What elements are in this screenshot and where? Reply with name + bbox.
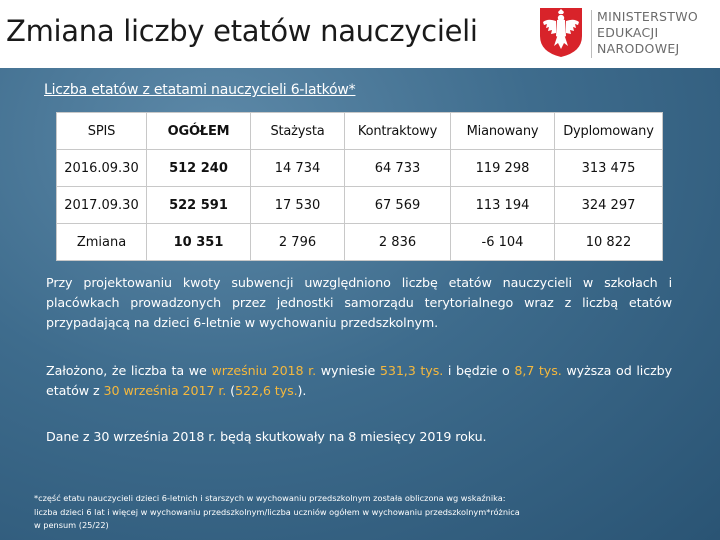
table-cell: 2 836 xyxy=(345,224,451,261)
ministry-logo-text xyxy=(597,9,717,57)
text-segment: ). xyxy=(297,383,307,398)
subsidy-paragraph: Przy projektowaniu kwoty subwencji uwzględniono liczbę etatów nauczycieli w szkołach i placówkach prowadzonych przez jednostki samorządu terytorialnego wraz z liczbą etatów przypadającą na dzieci 6-letnie w wychowaniu przedszkolnym. xyxy=(46,275,672,330)
text-segment: Założono, że liczba ta we xyxy=(46,363,212,378)
table-cell: 2 796 xyxy=(251,224,345,261)
text-segment: wyniesie xyxy=(316,363,380,378)
table-cell: 113 194 xyxy=(451,187,555,224)
table-cell: 324 297 xyxy=(555,187,663,224)
table-header-row xyxy=(57,113,663,150)
table-row xyxy=(57,150,663,187)
table-cell: 67 569 xyxy=(345,187,451,224)
highlight-value-8-7: 8,7 tys. xyxy=(514,363,562,378)
polish-eagle-emblem-icon xyxy=(538,6,584,58)
text-segment: i będzie o xyxy=(443,363,515,378)
table-cell: 522 591 xyxy=(147,187,251,224)
text-segment: wyższa od liczby etatów z xyxy=(46,363,673,398)
table-cell: 10 822 xyxy=(555,224,663,261)
footnote xyxy=(34,492,694,533)
table-subtitle: Liczba etatów z etatami nauczycieli 6-latków* xyxy=(44,82,356,98)
logo-line-1: MINISTERSTWO xyxy=(597,9,699,24)
col-header-stazysta: Stażysta xyxy=(251,113,345,150)
data-effect-paragraph: Dane z 30 września 2018 r. będą skutkowały na 8 miesięcy 2019 roku. xyxy=(46,429,487,444)
table-row xyxy=(57,224,663,261)
table-row xyxy=(57,187,663,224)
table-cell: 2016.09.30 xyxy=(57,150,147,187)
highlight-value-531: 531,3 tys. xyxy=(379,363,444,378)
table-cell: 17 530 xyxy=(251,187,345,224)
table-cell: 10 351 xyxy=(147,224,251,261)
slide-title: Zmiana liczby etatów nauczycieli xyxy=(6,14,478,48)
col-header-mianowany: Mianowany xyxy=(451,113,555,150)
table-cell: 14 734 xyxy=(251,150,345,187)
assumption-paragraph xyxy=(46,361,672,401)
slide-header xyxy=(0,0,720,68)
highlight-value-522: 522,6 tys. xyxy=(235,383,298,398)
col-header-spis: SPIS xyxy=(57,113,147,150)
logo-line-2: EDUKACJI xyxy=(597,25,659,40)
table-cell: 512 240 xyxy=(147,150,251,187)
table-cell: Zmiana xyxy=(57,224,147,261)
table-cell: 119 298 xyxy=(451,150,555,187)
slide-content xyxy=(0,68,720,540)
table-cell: 313 475 xyxy=(555,150,663,187)
col-header-kontraktowy: Kontraktowy xyxy=(345,113,451,150)
table-cell: 2017.09.30 xyxy=(57,187,147,224)
logo-divider xyxy=(591,10,592,58)
footnote-line-2: liczba dzieci 6 lat i więcej w wychowaniu przedszkolnym/liczba uczniów ogółem w wychowaniu przedszkolnym*różnica xyxy=(34,506,520,517)
footnote-line-1: *część etatu nauczycieli dzieci 6-letnich i starszych w wychowaniu przedszkolnym została obliczona wg wskaźnika: xyxy=(34,493,506,503)
highlight-date-2017: 30 września 2017 r. xyxy=(103,383,227,398)
text-segment: ( xyxy=(226,383,236,398)
table-cell: -6 104 xyxy=(451,224,555,261)
highlight-date-2018: wrześniu 2018 r. xyxy=(211,363,317,378)
logo-line-3: NARODOWEJ xyxy=(597,41,680,56)
col-header-dyplomowany: Dyplomowany xyxy=(555,113,663,150)
table-cell: 64 733 xyxy=(345,150,451,187)
col-header-ogolem: OGÓŁEM xyxy=(147,113,251,150)
footnote-line-3: w pensum (25/22) xyxy=(34,520,109,530)
teacher-positions-table xyxy=(56,112,663,261)
